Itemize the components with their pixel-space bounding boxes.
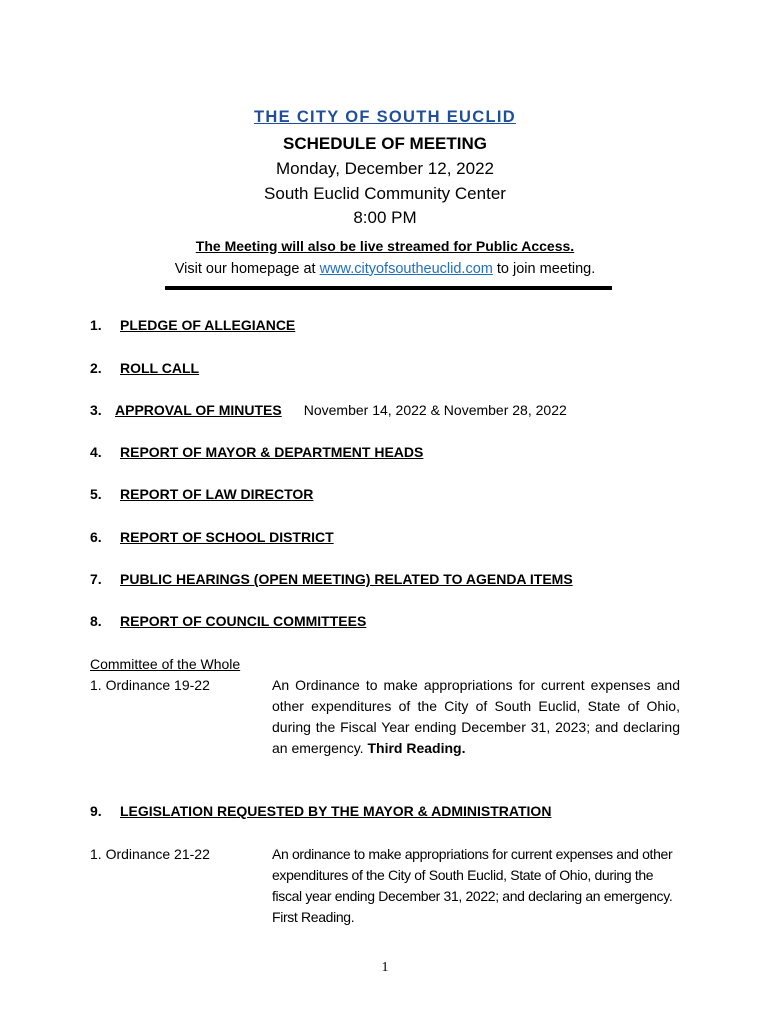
agenda-item-number: 8. xyxy=(90,613,102,629)
agenda-item-label: REPORT OF MAYOR & DEPARTMENT HEADS xyxy=(120,444,424,460)
document-header xyxy=(0,106,770,281)
agenda-item-number: 4. xyxy=(90,444,102,460)
agenda-item-number: 6. xyxy=(90,529,102,545)
ordinance-label: 1. Ordinance 21-22 xyxy=(90,846,210,862)
ordinance-description xyxy=(272,675,680,759)
ordinance-reading: Third Reading. xyxy=(367,740,466,756)
agenda-item-label: ROLL CALL xyxy=(120,360,200,376)
agenda-item-label: PLEDGE OF ALLEGIANCE xyxy=(120,317,296,333)
agenda-item-label: REPORT OF SCHOOL DISTRICT xyxy=(120,529,334,545)
meeting-venue: South Euclid Community Center xyxy=(264,183,506,203)
schedule-title: SCHEDULE OF MEETING xyxy=(282,134,487,153)
page-number: 1 xyxy=(381,960,389,975)
agenda-item xyxy=(90,400,567,420)
agenda-item xyxy=(90,569,573,589)
meeting-time: 8:00 PM xyxy=(353,208,417,227)
agenda-item-label: LEGISLATION REQUESTED BY THE MAYOR & ADMINISTRATION xyxy=(120,803,552,819)
agenda-item-label: REPORT OF LAW DIRECTOR xyxy=(120,486,314,502)
ordinance-label: 1. Ordinance 19-22 xyxy=(90,677,210,693)
visit-line xyxy=(0,257,770,281)
ordinance-text: An Ordinance to make appropriations for current expenses and other expenditures of the City of South Euclid, State of Ohio, during the Fiscal Year ending December 31, 2023; and declaring an emergency. xyxy=(272,677,680,756)
city-title: THE CITY OF SOUTH EUCLID xyxy=(254,108,516,126)
agenda-item-number: 3. xyxy=(90,402,102,418)
agenda-item xyxy=(90,315,295,335)
agenda-item xyxy=(90,611,366,631)
agenda-item xyxy=(90,484,313,504)
agenda-item-label: APPROVAL OF MINUTES xyxy=(115,402,282,418)
header-divider xyxy=(165,286,612,290)
agenda-item-number: 5. xyxy=(90,486,102,502)
agenda-item-number: 1. xyxy=(90,317,102,333)
ordinance-description: An ordinance to make appropriations for current expenses and other expenditures of the City of South Euclid, State of Ohio, during the fiscal year ending December 31, 2022; and declaring an emergency. First Reading. xyxy=(272,846,673,925)
agenda-item-number: 2. xyxy=(90,360,102,376)
agenda-item xyxy=(90,358,199,378)
agenda-item xyxy=(90,801,551,821)
livestream-note: The Meeting will also be live streamed for Public Access. xyxy=(195,237,575,254)
committee-title: Committee of the Whole xyxy=(90,656,241,672)
agenda-item-label: REPORT OF COUNCIL COMMITTEES xyxy=(120,613,367,629)
minutes-dates: November 14, 2022 & November 28, 2022 xyxy=(303,402,567,418)
agenda-item-number: 9. xyxy=(90,803,102,819)
meeting-date: Monday, December 12, 2022 xyxy=(276,159,494,178)
agenda-item-number: 7. xyxy=(90,571,102,587)
visit-suffix: to join meeting. xyxy=(496,260,596,277)
agenda-item xyxy=(90,527,334,547)
agenda-item xyxy=(90,442,423,462)
homepage-link[interactable]: www.cityofsoutheuclid.com xyxy=(319,260,493,277)
visit-prefix: Visit our homepage at xyxy=(174,260,316,277)
agenda-item-label: PUBLIC HEARINGS (OPEN MEETING) RELATED TO AGENDA ITEMS xyxy=(120,571,573,587)
